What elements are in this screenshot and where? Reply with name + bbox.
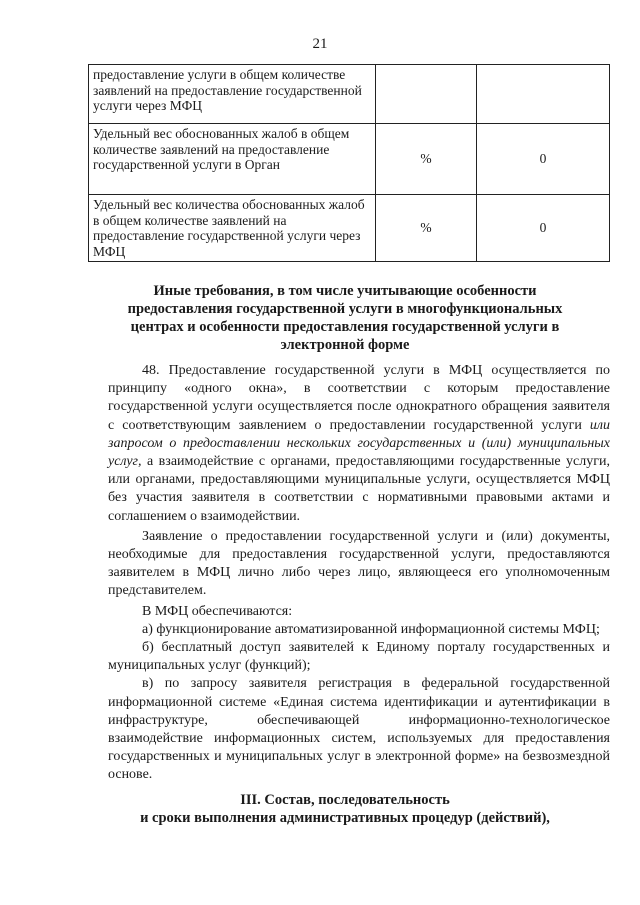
paragraph-48-text: 48. Предоставление государственной услуги в МФЦ осуществляется по принципу «одного окна», в соответствии с которым предоставление государственной услуги осуществляется после однократного обращения заявителя с соответствующим заявлением о предоставлении государственной услуги [108, 363, 610, 433]
value-cell: 0 [477, 124, 610, 195]
section-heading-iii-line1: III. Состав, последовательность [240, 792, 450, 808]
paragraph-48 [108, 362, 610, 526]
unit-cell: % [376, 124, 477, 195]
page-number: 21 [312, 36, 328, 52]
paragraph-48-text-end: а взаимодействие с органами, предоставляющими государственные услуги, или органами, предоставляющими муниципальные услуги, осуществляется МФЦ без участия заявителя в соответствии с нормативными правовыми актами и соглашением о взаимодействии. [108, 454, 610, 524]
indicator-cell: Удельный вес обоснованных жалоб в общем количестве заявлений на предоставление государственной услуги в Орган [89, 124, 376, 195]
paragraph-application: Заявление о предоставлении государственной услуги и (или) документы, необходимые для предоставления государственной услуги, предоставляются заявителем в МФЦ лично либо через лицо, являющееся его уполномоченным представителем. [108, 528, 610, 599]
table-row [89, 124, 610, 195]
section-heading-iii-line2: и сроки выполнения административных процедур (действий), [140, 810, 550, 826]
value-cell: 0 [477, 195, 610, 262]
body-text [108, 362, 610, 785]
indicator-cell: Удельный вес количества обоснованных жалоб в общем количестве заявлений на предоставление государственной услуги через МФЦ [89, 195, 376, 262]
unit-cell [376, 65, 477, 124]
unit-cell: % [376, 195, 477, 262]
section-heading-iii [100, 791, 590, 827]
indicators-table [88, 64, 610, 262]
paragraph-48-italic: или запросом о предоставлении нескольких государственных и (или) муниципальных услуг, [108, 417, 610, 470]
list-item-c: в) по запросу заявителя регистрация в федеральной государственной информационной системе «Единая система идентификации и аутентификации в инфраструктуре, обеспечивающей информационно-технологическое взаимодействие информационных систем, используемых для предоставления государственных и муниципальных услуг в электронной форме» на безвозмездной основе. [108, 676, 610, 783]
table-row [89, 65, 610, 124]
paragraph-mfc-provides: В МФЦ обеспечиваются: [142, 603, 293, 619]
list-item-b: б) бесплатный доступ заявителей к Единому порталу государственных и муниципальных услуг (функций); [108, 640, 610, 674]
section-heading-other-requirements: Иные требования, в том числе учитывающие особенности предоставления государственной услуги в многофункциональных центрах и особенности предоставления государственной услуги в электронной форме [127, 283, 563, 353]
indicator-cell: предоставление услуги в общем количестве заявлений на предоставление государственной услуги через МФЦ [89, 65, 376, 124]
list-item-a: а) функционирование автоматизированной информационной системы МФЦ; [142, 621, 600, 637]
table-row [89, 195, 610, 262]
value-cell [477, 65, 610, 124]
